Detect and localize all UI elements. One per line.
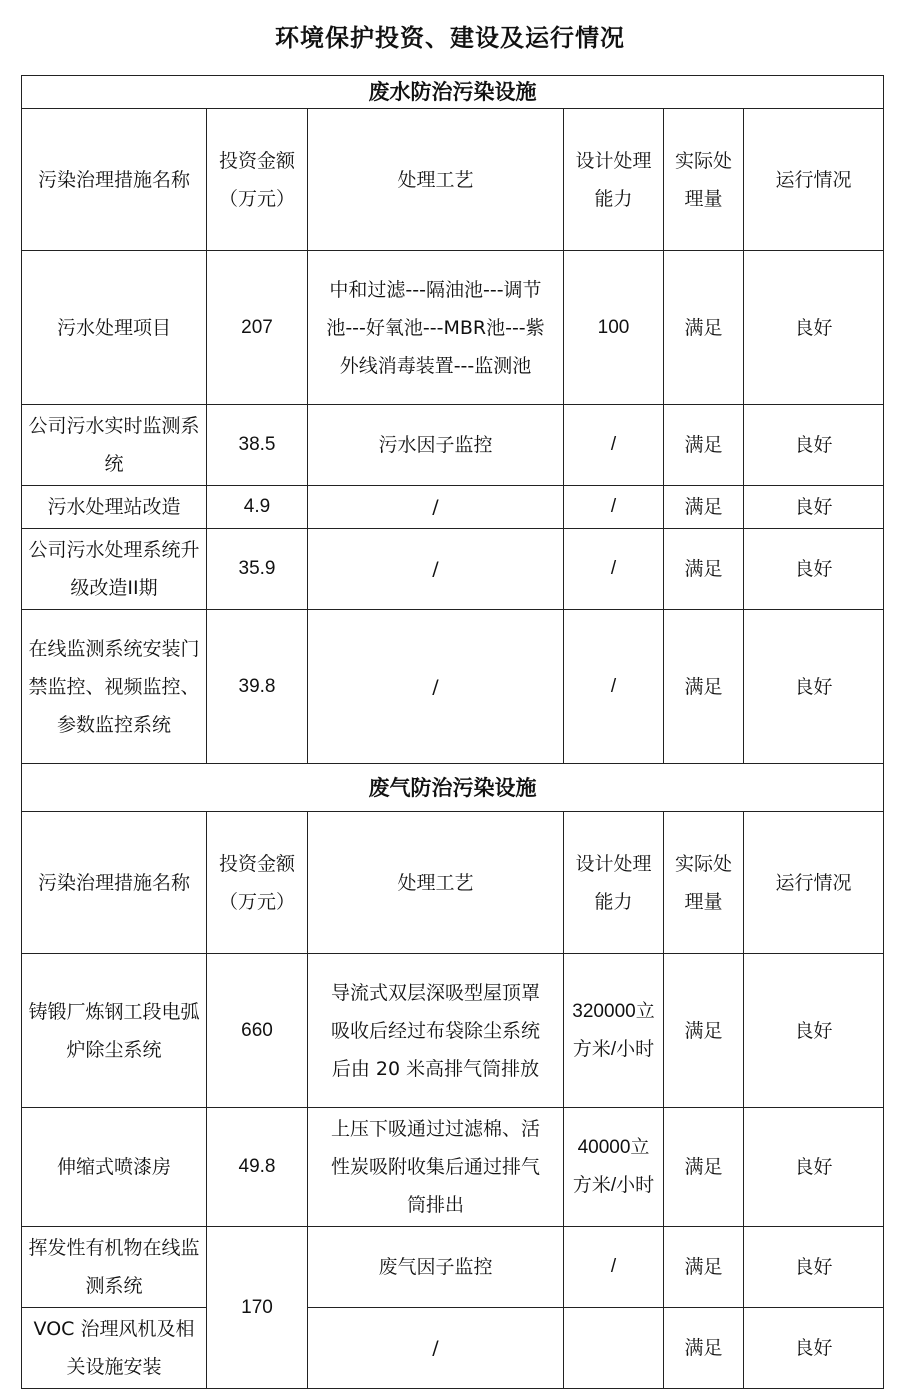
design-capacity: 320000立方米/小时 xyxy=(564,954,664,1108)
process-description: / xyxy=(308,486,564,529)
header-operation-status: 运行情况 xyxy=(744,109,884,251)
investment-amount: 660 xyxy=(207,954,308,1108)
wastewater-header-row xyxy=(22,109,884,251)
operation-status: 良好 xyxy=(744,529,884,610)
header-actual-volume: 实际处理量 xyxy=(664,812,744,954)
table-row xyxy=(22,251,884,405)
environmental-investment-table xyxy=(21,75,884,1389)
header-design-capacity: 设计处理能力 xyxy=(564,109,664,251)
actual-volume: 满足 xyxy=(664,486,744,529)
process-description: 污水因子监控 xyxy=(308,405,564,486)
header-process: 处理工艺 xyxy=(308,812,564,954)
design-capacity: / xyxy=(564,1227,664,1308)
operation-status: 良好 xyxy=(744,486,884,529)
actual-volume: 满足 xyxy=(664,1308,744,1389)
header-measure-name: 污染治理措施名称 xyxy=(22,109,207,251)
process-description: / xyxy=(308,610,564,764)
table-row xyxy=(22,610,884,764)
table-row xyxy=(22,405,884,486)
investment-amount: 35.9 xyxy=(207,529,308,610)
waste-gas-section-row xyxy=(22,764,884,812)
waste-gas-header-row xyxy=(22,812,884,954)
header-operation-status: 运行情况 xyxy=(744,812,884,954)
design-capacity: / xyxy=(564,529,664,610)
table-row xyxy=(22,529,884,610)
process-description: 上压下吸通过过滤棉、活性炭吸附收集后通过排气筒排出 xyxy=(308,1108,564,1227)
design-capacity: / xyxy=(564,610,664,764)
table-row xyxy=(22,1308,884,1389)
wastewater-section-row xyxy=(22,76,884,109)
measure-name: 污水处理站改造 xyxy=(22,486,207,529)
actual-volume: 满足 xyxy=(664,405,744,486)
actual-volume: 满足 xyxy=(664,1108,744,1227)
investment-amount: 170 xyxy=(207,1227,308,1389)
investment-amount: 207 xyxy=(207,251,308,405)
header-actual-volume: 实际处理量 xyxy=(664,109,744,251)
measure-name: 污水处理项目 xyxy=(22,251,207,405)
operation-status: 良好 xyxy=(744,610,884,764)
measure-name: 公司污水处理系统升级改造II期 xyxy=(22,529,207,610)
table-row xyxy=(22,1108,884,1227)
actual-volume: 满足 xyxy=(664,1227,744,1308)
measure-name: 伸缩式喷漆房 xyxy=(22,1108,207,1227)
actual-volume: 满足 xyxy=(664,251,744,405)
table-row xyxy=(22,954,884,1108)
process-description: / xyxy=(308,529,564,610)
process-description: 废气因子监控 xyxy=(308,1227,564,1308)
operation-status: 良好 xyxy=(744,1308,884,1389)
investment-amount: 38.5 xyxy=(207,405,308,486)
operation-status: 良好 xyxy=(744,1227,884,1308)
investment-amount: 49.8 xyxy=(207,1108,308,1227)
design-capacity: 40000立方米/小时 xyxy=(564,1108,664,1227)
design-capacity xyxy=(564,1308,664,1389)
actual-volume: 满足 xyxy=(664,954,744,1108)
operation-status: 良好 xyxy=(744,1108,884,1227)
investment-amount: 39.8 xyxy=(207,610,308,764)
page-title: 环境保护投资、建设及运行情况 xyxy=(275,24,625,52)
header-measure-name: 污染治理措施名称 xyxy=(22,812,207,954)
measure-name: 在线监测系统安装门禁监控、视频监控、参数监控系统 xyxy=(22,610,207,764)
wastewater-section-title: 废水防治污染设施 xyxy=(22,76,884,109)
table-row xyxy=(22,486,884,529)
actual-volume: 满足 xyxy=(664,610,744,764)
process-description: 导流式双层深吸型屋顶罩吸收后经过布袋除尘系统后由 20 米高排气筒排放 xyxy=(308,954,564,1108)
design-capacity: 100 xyxy=(564,251,664,405)
measure-name: 挥发性有机物在线监测系统 xyxy=(22,1227,207,1308)
header-investment: 投资金额（万元） xyxy=(207,812,308,954)
header-process: 处理工艺 xyxy=(308,109,564,251)
process-description: / xyxy=(308,1308,564,1389)
design-capacity: / xyxy=(564,486,664,529)
measure-name: VOC 治理风机及相关设施安装 xyxy=(22,1308,207,1389)
investment-amount: 4.9 xyxy=(207,486,308,529)
operation-status: 良好 xyxy=(744,251,884,405)
measure-name: 铸锻厂炼钢工段电弧炉除尘系统 xyxy=(22,954,207,1108)
table-row xyxy=(22,1227,884,1308)
operation-status: 良好 xyxy=(744,405,884,486)
header-investment: 投资金额（万元） xyxy=(207,109,308,251)
waste-gas-section-title: 废气防治污染设施 xyxy=(22,764,884,812)
operation-status: 良好 xyxy=(744,954,884,1108)
design-capacity: / xyxy=(564,405,664,486)
actual-volume: 满足 xyxy=(664,529,744,610)
measure-name: 公司污水实时监测系统 xyxy=(22,405,207,486)
process-description: 中和过滤---隔油池---调节池---好氧池---MBR池---紫外线消毒装置---监测池 xyxy=(308,251,564,405)
header-design-capacity: 设计处理能力 xyxy=(564,812,664,954)
